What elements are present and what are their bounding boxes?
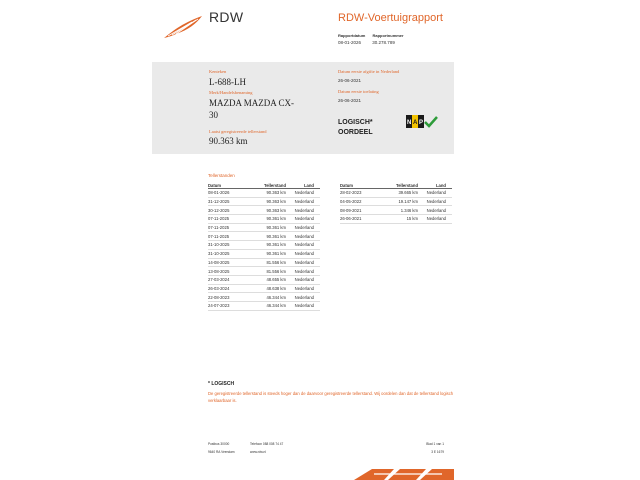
column-header-odometer: Tellerstand xyxy=(384,182,424,189)
table-row xyxy=(208,197,320,206)
address-line: 9640 RA Veendam xyxy=(208,450,235,454)
cell-odometer: 19.147 km xyxy=(384,197,424,206)
cell-odometer: 39.665 km xyxy=(384,189,424,198)
cell-country: Nederland xyxy=(292,275,320,284)
cell-country: Nederland xyxy=(292,258,320,267)
rdw-logo-icon xyxy=(162,14,204,40)
column-header-odometer: Tellerstand xyxy=(252,182,292,189)
cell-country: Nederland xyxy=(292,284,320,293)
cell-country: Nederland xyxy=(424,215,452,224)
cell-odometer: 48.655 km xyxy=(252,275,292,284)
cell-date: 24-07-2023 xyxy=(208,301,252,310)
cell-date: 31-10-2025 xyxy=(208,249,252,258)
report-number: 30.278.789 xyxy=(372,40,395,45)
report-date-label: Rapportdatum xyxy=(338,33,366,38)
logisch-title: * LOGISCH xyxy=(208,381,235,387)
cell-odometer: 90.361 km xyxy=(252,223,292,232)
cell-country: Nederland xyxy=(292,301,320,310)
cell-date: 26-03-2024 xyxy=(208,284,252,293)
cell-country: Nederland xyxy=(424,206,452,215)
cell-odometer: 48.638 km xyxy=(252,284,292,293)
vehicle-summary-panel xyxy=(152,62,454,154)
table-row xyxy=(208,223,320,232)
cell-country: Nederland xyxy=(292,206,320,215)
report-number-label: Rapportnummer xyxy=(372,33,404,38)
document-code: 3 E 1679 xyxy=(431,450,444,454)
report-title: RDW-Voertuigrapport xyxy=(338,12,443,24)
column-header-country: Land xyxy=(292,182,320,189)
table-row xyxy=(208,189,320,198)
table-row xyxy=(208,206,320,215)
cell-date: 27-03-2024 xyxy=(208,275,252,284)
phone-line: Telefoon 088 008 74 47 xyxy=(250,442,284,446)
cell-date: 30-12-2025 xyxy=(208,206,252,215)
cell-date: 22-08-2023 xyxy=(208,293,252,302)
brand-name: RDW xyxy=(209,9,244,25)
cell-date: 08-01-2026 xyxy=(208,189,252,198)
first-admission-nl-label: Datum eerste afgifte in Nederland xyxy=(338,69,400,74)
cell-odometer: 90.361 km xyxy=(252,232,292,241)
nap-logo-icon xyxy=(406,115,438,128)
table-row xyxy=(208,258,320,267)
first-admission-label: Datum eerste toelating xyxy=(338,89,379,94)
table-row xyxy=(340,189,452,198)
cell-date: 26-06-2021 xyxy=(340,215,384,224)
table-row xyxy=(208,232,320,241)
address-column-1 xyxy=(208,440,235,456)
make-label: Merk/Handelsbenaming xyxy=(209,90,253,95)
cell-odometer: 15 km xyxy=(384,215,424,224)
report-meta-values xyxy=(338,40,405,45)
cell-odometer: 90.361 km xyxy=(252,241,292,250)
cell-country: Nederland xyxy=(292,189,320,198)
cell-odometer: 90.361 km xyxy=(252,249,292,258)
svg-text:P: P xyxy=(419,120,424,126)
table-row xyxy=(208,241,320,250)
verdict-line1: LOGISCH* xyxy=(338,119,373,126)
first-admission-nl-value: 26-06-2021 xyxy=(338,78,362,83)
cell-country: Nederland xyxy=(424,189,452,198)
decorative-stripe-icon xyxy=(354,463,454,480)
odometer-label: Laatst geregistreerde tellerstand xyxy=(209,129,267,134)
cell-country: Nederland xyxy=(292,223,320,232)
address-column-2 xyxy=(250,440,283,456)
readings-title: Tellerstanden xyxy=(208,173,235,178)
table-row xyxy=(340,206,452,215)
report-meta-labels xyxy=(338,33,410,38)
verdict xyxy=(338,118,373,138)
page-info xyxy=(420,440,444,456)
column-header-date: Datum xyxy=(340,182,384,189)
readings-table-right xyxy=(340,182,452,224)
website-link[interactable]: www.rdw.nl xyxy=(250,450,266,454)
cell-date: 31-10-2025 xyxy=(208,241,252,250)
cell-date: 07-11-2025 xyxy=(208,215,252,224)
cell-date: 28-02-2023 xyxy=(340,189,384,198)
cell-odometer: 81.556 km xyxy=(252,267,292,276)
cell-country: Nederland xyxy=(292,197,320,206)
cell-date: 07-11-2025 xyxy=(208,232,252,241)
cell-odometer: 90.363 km xyxy=(252,197,292,206)
table-row xyxy=(208,293,320,302)
make-value-line2: 30 xyxy=(209,110,218,120)
readings-table-left xyxy=(208,182,320,311)
cell-country: Nederland xyxy=(292,241,320,250)
cell-odometer: 81.556 km xyxy=(252,258,292,267)
address-line: Postbus 30000 xyxy=(208,442,230,446)
column-header-country: Land xyxy=(424,182,452,189)
cell-country: Nederland xyxy=(292,249,320,258)
table-row xyxy=(208,215,320,224)
cell-odometer: 46.344 km xyxy=(252,301,292,310)
table-row xyxy=(208,249,320,258)
table-row xyxy=(208,301,320,310)
cell-country: Nederland xyxy=(424,197,452,206)
make-value-line1: MAZDA MAZDA CX- xyxy=(209,98,295,108)
table-row xyxy=(340,215,452,224)
plate-label: Kenteken xyxy=(209,69,227,74)
cell-date: 31-12-2025 xyxy=(208,197,252,206)
svg-text:N: N xyxy=(407,120,412,126)
table-row xyxy=(340,197,452,206)
logisch-explanation: De geregistreerde tellerstand is steeds hoger dan de daarvoor geregistreerde tellerstand. Wij oordelen dan dat de tellerstand logisch verklaarbaar is. xyxy=(208,391,454,403)
cell-date: 14-08-2025 xyxy=(208,258,252,267)
cell-date: 08-09-2021 xyxy=(340,206,384,215)
table-row xyxy=(208,267,320,276)
cell-odometer: 90.363 km xyxy=(252,206,292,215)
cell-odometer: 90.363 km xyxy=(252,189,292,198)
cell-odometer: 1.346 km xyxy=(384,206,424,215)
cell-country: Nederland xyxy=(292,267,320,276)
column-header-date: Datum xyxy=(208,182,252,189)
cell-country: Nederland xyxy=(292,232,320,241)
cell-country: Nederland xyxy=(292,293,320,302)
page-number: Blad 1 van 1 xyxy=(426,442,444,446)
cell-date: 04-05-2022 xyxy=(340,197,384,206)
table-row xyxy=(208,275,320,284)
plate-value: L-688-LH xyxy=(209,77,246,87)
table-row xyxy=(208,284,320,293)
odometer-value: 90.363 km xyxy=(209,136,248,146)
report-date: 08-01-2026 xyxy=(338,40,362,45)
cell-date: 13-08-2025 xyxy=(208,267,252,276)
cell-odometer: 46.344 km xyxy=(252,293,292,302)
svg-text:A: A xyxy=(413,120,418,126)
first-admission-value: 26-06-2021 xyxy=(338,98,362,103)
cell-date: 07-11-2025 xyxy=(208,223,252,232)
cell-odometer: 90.361 km xyxy=(252,215,292,224)
cell-country: Nederland xyxy=(292,215,320,224)
verdict-line2: OORDEEL xyxy=(338,129,373,136)
